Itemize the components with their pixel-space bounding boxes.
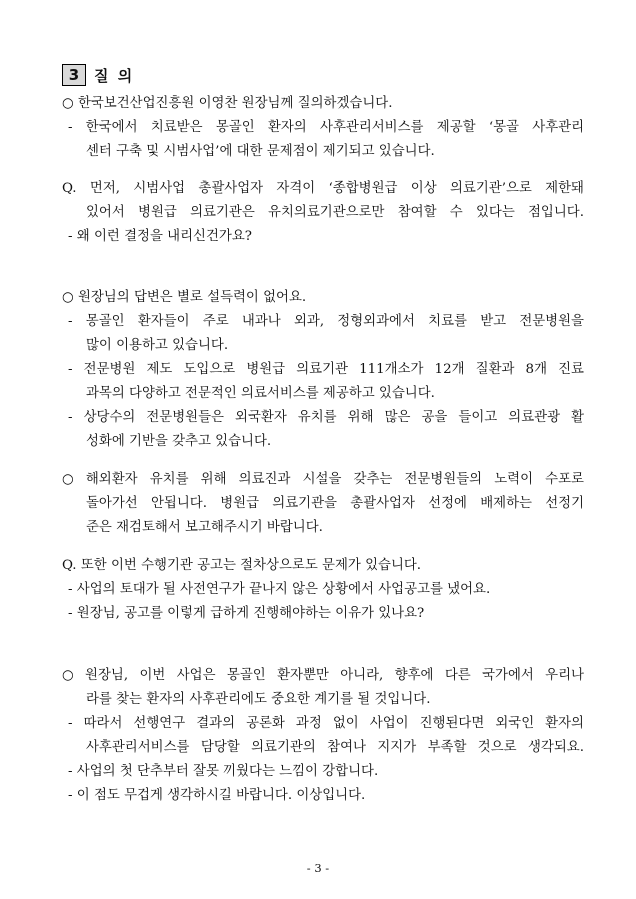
text-line: 과목의 다양하고 전문적인 의료서비스를 제공하고 있습니다. [86, 386, 435, 401]
text-line: - 사업의 토대가 될 사전연구가 끝나지 않은 상황에서 사업공고를 냈어요. [68, 582, 491, 597]
text-line: ○ 원장님, 이번 사업은 몽골인 환자뿐만 아니라, 향후에 다른 국가에서 우리나 [62, 668, 584, 683]
text-line: - 전문병원 제도 도입으로 병원급 의료기관 111개소가 12개 질환과 8개 진료 [68, 362, 584, 377]
section-title: 질 의 [94, 66, 135, 85]
text-line: 있어서 병원급 의료기관은 유치의료기관으로만 참여할 수 있다는 점입니다. [86, 205, 584, 220]
text-line: - 원장님, 공고를 이렇게 급하게 진행해야하는 이유가 있나요? [68, 606, 425, 621]
text-line: 많이 이용하고 있습니다. [86, 338, 229, 353]
text-line: - 따라서 선행연구 결과의 공론화 과정 없이 사업이 진행된다면 외국인 환자의 [68, 716, 584, 731]
text-line: - 몽골인 환자들이 주로 내과나 외과, 정형외과에서 치료를 받고 전문병원을 [68, 314, 584, 329]
text-line: - 이 점도 무겁게 생각하시길 바랍니다. 이상입니다. [68, 788, 366, 803]
text-line: ○ 원장님의 답변은 별로 설득력이 없어요. [62, 290, 307, 305]
text-line: 돌아가선 안됩니다. 병원급 의료기관을 총괄사업자 선정에 배제하는 선정기 [86, 496, 584, 511]
section-heading [62, 64, 134, 86]
page-number: - 3 - [306, 861, 330, 875]
text-line: Q. 또한 이번 수행기관 공고는 절차상으로도 문제가 있습니다. [62, 558, 422, 573]
text-line: 라를 찾는 환자의 사후관리에도 중요한 계기를 될 것입니다. [86, 692, 431, 707]
text-line: ○ 한국보건산업진흥원 이영찬 원장님께 질의하겠습니다. [62, 96, 393, 111]
text-line: 센터 구축 및 시범사업’에 대한 문제점이 제기되고 있습니다. [86, 144, 435, 159]
text-line: - 상당수의 전문병원들은 외국환자 유치를 위해 많은 공을 들이고 의료관광 활 [68, 410, 584, 425]
text-line: 성화에 기반을 갖추고 있습니다. [86, 434, 272, 449]
text-line: - 한국에서 치료받은 몽골인 환자의 사후관리서비스를 제공할 ‘몽골 사후관리 [68, 120, 584, 135]
section-number-box: 3 [62, 64, 86, 86]
text-line: ○ 해외환자 유치를 위해 의료진과 시설을 갖추는 전문병원들의 노력이 수포로 [62, 472, 584, 487]
text-line: - 왜 이런 결정을 내리신건가요? [68, 229, 252, 244]
text-line: Q. 먼저, 시범사업 총괄사업자 자격이 ‘종합병원급 이상 의료기관’으로 제한돼 [62, 181, 584, 196]
text-line: 사후관리서비스를 담당할 의료기관의 참여나 지지가 부족할 것으로 생각되요. [86, 740, 584, 755]
text-line: - 사업의 첫 단추부터 잘못 끼웠다는 느낌이 강합니다. [68, 764, 379, 779]
text-line: 준은 재검토해서 보고해주시기 바랍니다. [86, 520, 323, 535]
